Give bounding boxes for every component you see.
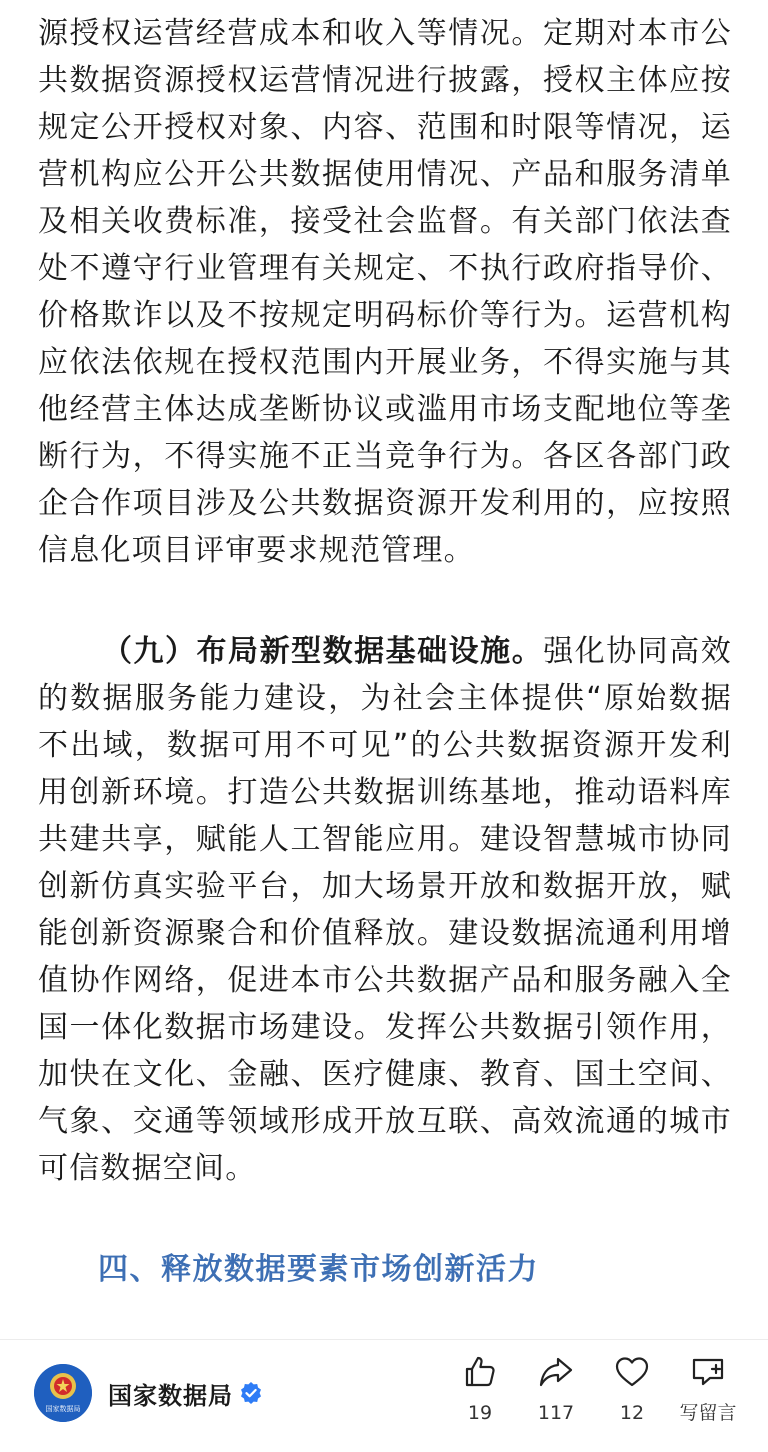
avatar[interactable] [34, 1364, 92, 1422]
bottom-action-bar [0, 1339, 768, 1452]
write-comment-button[interactable] [670, 1354, 746, 1424]
paragraph-body: 强化协同高效的数据服务能力建设，为社会主体提供“原始数据不出域，数据可用不可见”的公共数据资源开发利用创新环境。打造公共数据训练基地，推动语料库共建共享，赋能人工智能应用。建设智慧城市协同创新仿真实验平台，加大场景开放和数据开放，赋能创新资源聚合和价值释放。建设数据流通利用增值协作网络，促进本市公共数据产品和服务融入全国一体化数据市场建设。发挥公共数据引领作用，加快在文化、金融、医疗健康、教育、国土空间、气象、交通等领域形成开放互联、高效流通的城市可信数据空间。 [38, 634, 732, 1186]
emblem-logo [34, 1364, 92, 1422]
verified-badge-icon [239, 1381, 263, 1405]
favorite-button[interactable] [594, 1354, 670, 1424]
thumbs-up-icon [462, 1354, 498, 1390]
article-paragraph: 源授权运营经营成本和收入等情况。定期对本市公共数据资源授权运营情况进行披露，授权主体应按规定公开授权对象、内容、范围和时限等情况，运营机构应公开公共数据使用情况、产品和服务清单及相关收费标准，接受社会监督。有关部门依法查处不遵守行业管理有关规定、不执行政府指导价、价格欺诈以及不按规定明码标价等行为。运营机构应依法依规在授权范围内开展业务，不得实施与其他经营主体达成垄断协议或滥用市场支配地位等垄断行为，不得实施不正当竞争行为。各区各部门政企合作项目涉及公共数据资源开发利用的，应按照信息化项目评审要求规范管理。 [38, 16, 732, 568]
favorite-count: 12 [619, 1402, 645, 1424]
like-count: 19 [467, 1402, 493, 1424]
article-paragraph [38, 628, 732, 1192]
action-group [442, 1354, 746, 1424]
like-button[interactable] [442, 1354, 518, 1424]
article-body [38, 10, 732, 1293]
svg-text:国家数据局: 国家数据局 [45, 1405, 81, 1413]
share-count: 117 [537, 1402, 575, 1424]
heart-icon [614, 1354, 650, 1390]
comment-icon [690, 1354, 726, 1390]
account-name[interactable]: 国家数据局 [108, 1381, 233, 1410]
comment-label: 写留言 [679, 1402, 737, 1424]
account-info[interactable] [34, 1364, 263, 1422]
share-button[interactable] [518, 1354, 594, 1424]
share-arrow-icon [538, 1354, 574, 1390]
paragraph-lead: （九）布局新型数据基础设施。 [102, 634, 544, 669]
section-heading: 四、释放数据要素市场创新活力 [98, 1252, 539, 1287]
